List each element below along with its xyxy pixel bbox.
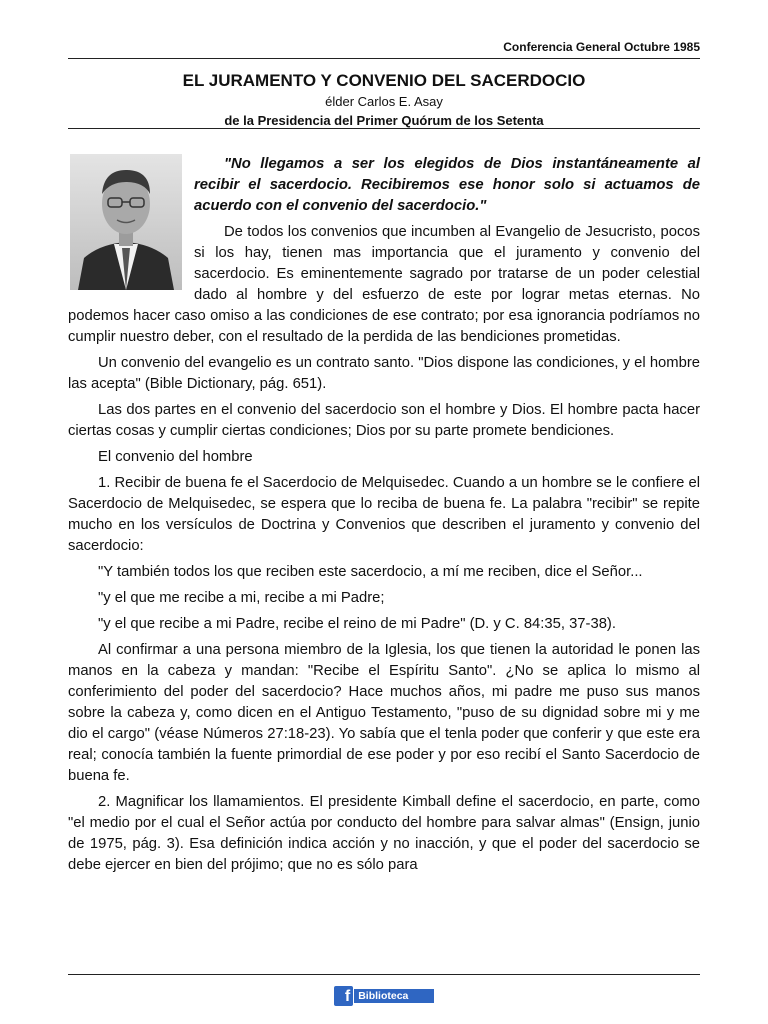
scripture-quote: "y el que recibe a mi Padre, recibe el reino de mi Padre" (D. y C. 84:35, 37-38). — [98, 616, 616, 632]
paragraph: Un convenio del evangelio es un contrato santo. "Dios dispone las condiciones, y el hombre las acepta" (Bible Dictionary, pág. 651). — [68, 355, 700, 392]
author-portrait — [70, 154, 182, 290]
brand-label: Biblioteca SUD — [354, 989, 434, 1003]
opening-quote: "No llegamos a ser los elegidos de Dios instantáneamente al recibir el sacerdocio. Recibiremos ese honor solo si actuamos de acuerdo con el convenio del sacerdocio." — [194, 156, 700, 214]
title-divider — [68, 128, 700, 129]
paragraph: Las dos partes en el convenio del sacerdocio son el hombre y Dios. El hombre pacta hacer ciertas cosas y cumplir ciertas condiciones; Dios por su parte promete bendiciones. — [68, 402, 700, 439]
article-body — [68, 154, 700, 881]
author-name: élder Carlos E. Asay — [325, 94, 443, 109]
paragraph: De todos los convenios que incumben al Evangelio de Jesucristo, pocos si los hay, tienen mas importancia que el juramento y convenio del sacerdocio. Es eminentemente sagrado por tratarse de un poder celestial dado al hombre y del esfuerzo de este por lograr metas eternas. No podemos hacer caso omiso a las condiciones de ese contrato; por esa ignorancia podríamos no cumplir nuestro deber, con el resultado de la perdida de las bendiciones prometidas. — [68, 224, 700, 345]
facebook-icon: f — [334, 986, 353, 1006]
section-heading: El convenio del hombre — [98, 449, 253, 465]
scripture-quote: "y el que me recibe a mi, recibe a mi Padre; — [98, 590, 385, 606]
author-role: de la Presidencia del Primer Quórum de los Setenta — [224, 113, 544, 128]
paragraph: 1. Recibir de buena fe el Sacerdocio de Melquisedec. Cuando a un hombre se le confiere el Sacerdocio de Melquisedec, se espera que lo reciba de buena fe. La palabra "recibir" se repite mucho en los versículos de Doctrina y Convenios que describen el juramento y convenio del sacerdocio: — [68, 475, 700, 554]
paragraph: 2. Magnificar los llamamientos. El presidente Kimball define el sacerdocio, en parte, como "el medio por el cual el Señor actúa por conducto del hombre para salvar almas" (Ensign, junio de 1975, pág. 3). Esa definición indica acción y no inacción, y que el poder del sacerdocio se debe ejercer en bien del prójimo; que no es sólo para — [68, 794, 700, 873]
page-title: EL JURAMENTO Y CONVENIO DEL SACERDOCIO — [182, 71, 586, 90]
footer-divider — [68, 974, 700, 975]
biblioteca-sud-logo[interactable] — [334, 986, 434, 1016]
title-block — [68, 70, 700, 130]
paragraph: Al confirmar a una persona miembro de la Iglesia, los que tienen la autoridad le ponen las manos en la cabeza y mandan: "Recibe el Espíritu Santo". ¿No se aplica lo mismo al conferimiento del poder del sacerdocio? Hace muchos años, mi padre me puso sus manos sobre la cabeza y, como dicen en el Antiguo Testamento, "puso de su dignidad sobre mi y me dio el cargo" (véase Números 27:18-23). Yo sabía que el tenla poder que conferir y que este era real; conocía también la fuente primordial de ese poder y por eso recibí el Santo Sacerdocio de buena fe. — [68, 642, 700, 784]
scripture-quote: "Y también todos los que reciben este sacerdocio, a mí me reciben, dice el Señor... — [98, 564, 643, 580]
conference-label: Conferencia General Octubre 1985 — [503, 40, 700, 54]
header-divider — [68, 58, 700, 59]
